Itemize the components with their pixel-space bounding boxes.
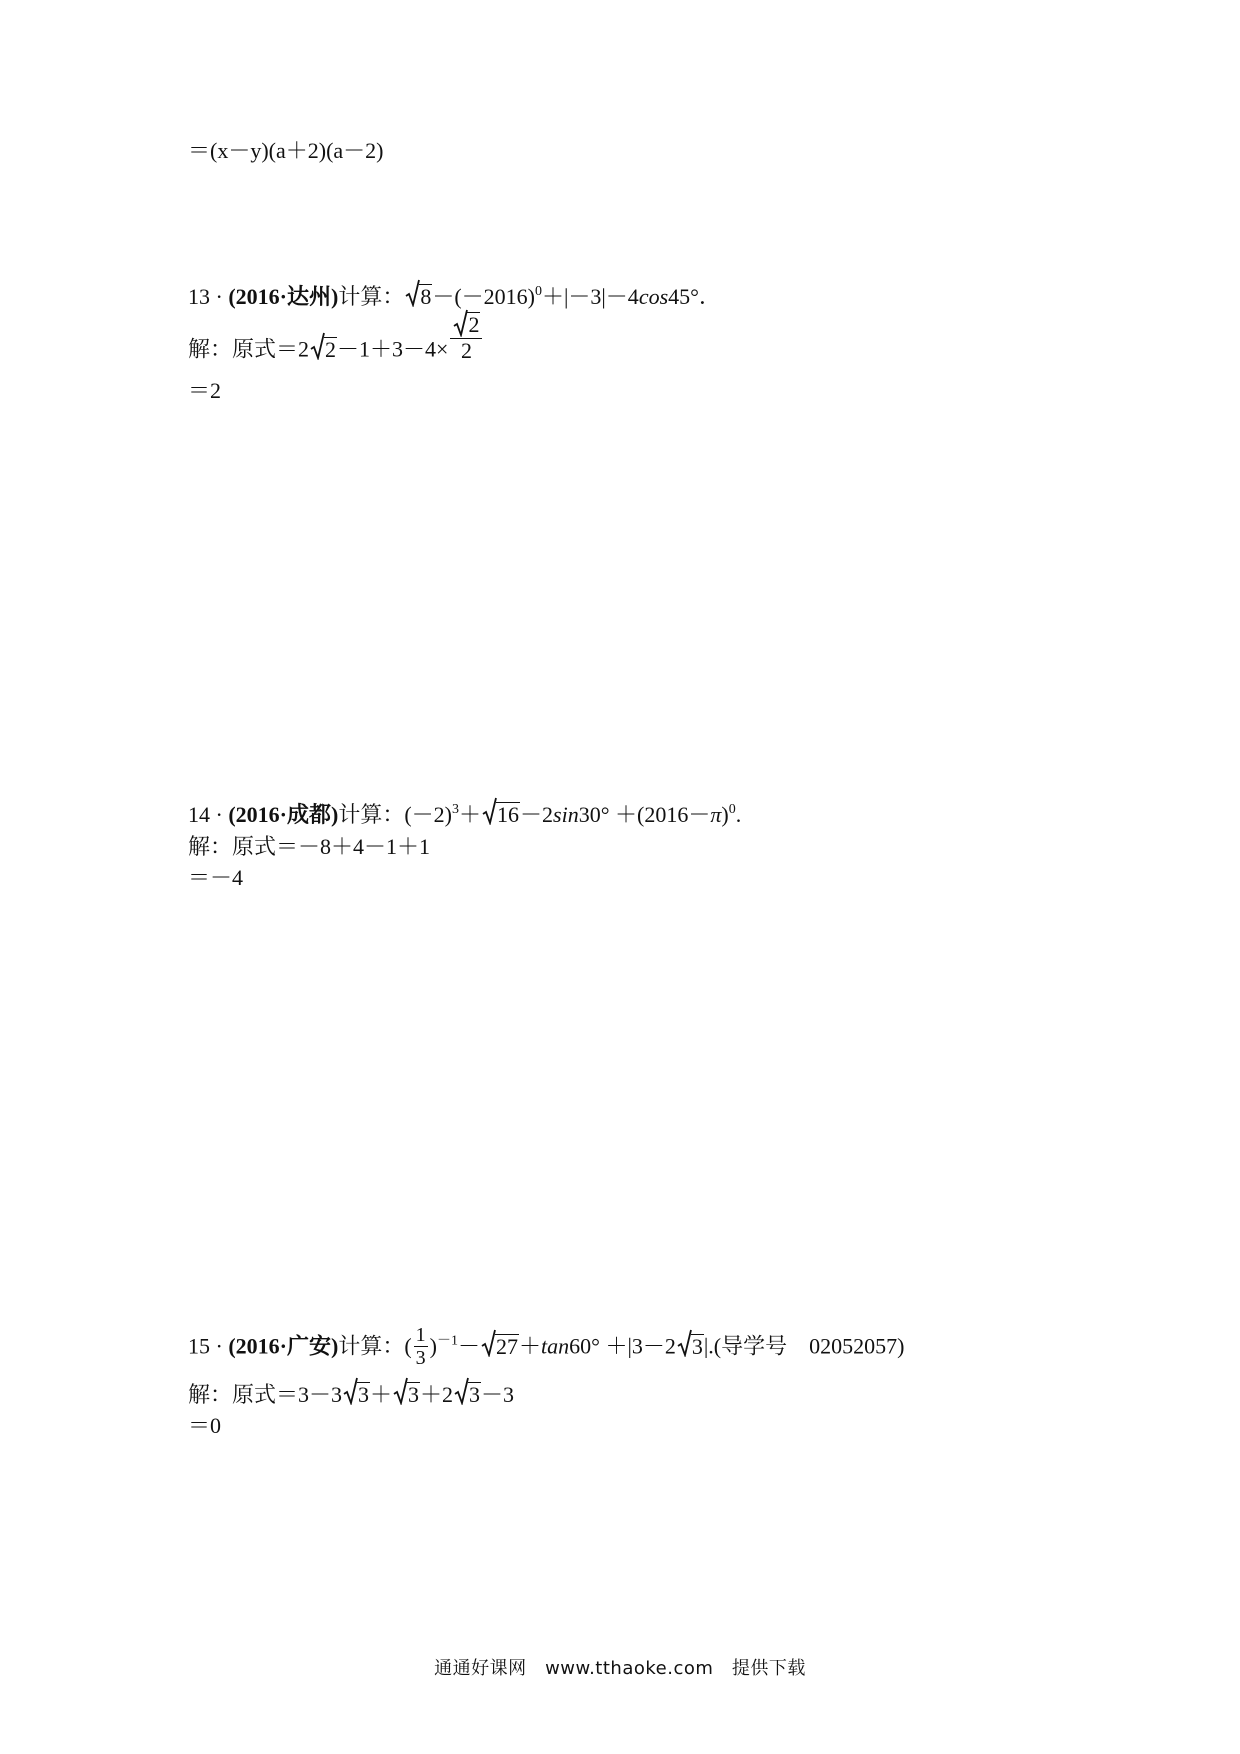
function-name: tan	[541, 1333, 570, 1359]
sqrt-16: 16	[482, 800, 520, 830]
radical-sign-icon	[310, 332, 325, 360]
expr-part: ＋	[459, 802, 482, 827]
question-15	[188, 1326, 904, 1371]
radical-sign-icon	[481, 1329, 496, 1357]
radical-sign-icon	[453, 309, 468, 337]
result-14	[188, 863, 243, 893]
solution-14	[188, 832, 430, 862]
solution-text: 解：原式＝－8＋4－1＋1	[188, 834, 431, 859]
solution-label: 解：原式＝2	[188, 336, 310, 362]
fraction-one-third: $\frac{1}{3}$	[415, 1324, 426, 1369]
sqrt-27: 27	[481, 1332, 519, 1362]
result-13	[188, 376, 221, 406]
radical-sign-icon	[454, 1377, 469, 1405]
sqrt-3-a: 3	[343, 1380, 370, 1410]
sqrt-3-c: 3	[454, 1380, 481, 1410]
expr-part: (－2)	[404, 802, 452, 827]
expr-part: )	[721, 802, 729, 827]
expr-part: －1＋3－4×	[337, 336, 449, 362]
question-prompt: 计算：	[338, 284, 405, 309]
expr-part: ＋	[519, 1333, 542, 1359]
expr-part: －	[458, 1333, 481, 1359]
expr-part: ＋|－3|－4	[542, 284, 639, 309]
sqrt-2-numerator: 2	[453, 312, 480, 338]
question-source: (2016·广安)	[228, 1333, 339, 1359]
question-prompt: 计算：	[338, 1333, 405, 1359]
expr-part: －(－2016)	[432, 284, 535, 309]
result-text: ＝2	[188, 378, 222, 403]
expr-part: 60° ＋|3－2	[569, 1333, 676, 1359]
expr-part: 30° ＋(2016－	[578, 802, 711, 827]
question-dot: ·	[215, 284, 223, 309]
result-text: ＝0	[188, 1413, 222, 1438]
exponent: －1	[437, 1333, 458, 1349]
top-equation-line	[188, 136, 384, 166]
sqrt-8: 8	[405, 282, 432, 312]
solution-15	[188, 1380, 514, 1410]
function-name: sin	[553, 802, 579, 827]
exponent: 3	[452, 802, 459, 817]
fraction-sqrt2-over-2	[450, 312, 482, 363]
question-number: 13	[188, 284, 210, 309]
question-dot: ·	[215, 1333, 223, 1359]
expr-part: |.(导学号 02052057)	[703, 1333, 905, 1359]
radical-sign-icon	[393, 1377, 408, 1405]
expr-part: －3	[481, 1382, 515, 1407]
radical-sign-icon	[405, 279, 420, 307]
expr-part: (	[404, 1333, 412, 1359]
fraction-denominator: 2	[460, 338, 472, 363]
result-text: ＝－4	[188, 865, 244, 890]
footer-text: 通通好课网 www.tthaoke.com 提供下载	[434, 1658, 806, 1679]
radical-sign-icon	[677, 1329, 692, 1357]
radical-sign-icon	[482, 797, 497, 825]
solution-label: 解：原式＝3－3	[188, 1382, 343, 1407]
question-14	[188, 800, 741, 830]
expr-part: .	[735, 802, 742, 827]
question-13	[188, 282, 721, 312]
result-15	[188, 1411, 221, 1441]
sqrt-3: 3	[677, 1332, 704, 1362]
expr-part: ＋	[370, 1382, 393, 1407]
question-number: 14	[188, 802, 210, 827]
expr-part: －2	[520, 802, 554, 827]
exponent: 0	[535, 284, 542, 299]
exponent: 0	[728, 802, 736, 817]
solution-13	[188, 312, 484, 377]
sqrt-3-b: 3	[393, 1380, 420, 1410]
expr-part: ＋2	[420, 1382, 454, 1407]
question-source: (2016·成都)	[228, 802, 339, 827]
expr-part: 45°．	[668, 284, 721, 309]
question-dot: ·	[215, 802, 223, 827]
radical-sign-icon	[343, 1377, 358, 1405]
question-number: 15	[188, 1333, 210, 1359]
question-source: (2016·达州)	[228, 284, 339, 309]
sqrt-2: 2	[310, 335, 337, 365]
expr-part: )	[429, 1333, 437, 1359]
function-name: cos	[638, 284, 669, 309]
top-equation-text: ＝(x－y)(a＋2)(a－2)	[188, 138, 384, 163]
page-footer	[0, 1654, 1240, 1680]
pi-symbol: π	[710, 802, 722, 827]
question-prompt: 计算：	[338, 802, 405, 827]
